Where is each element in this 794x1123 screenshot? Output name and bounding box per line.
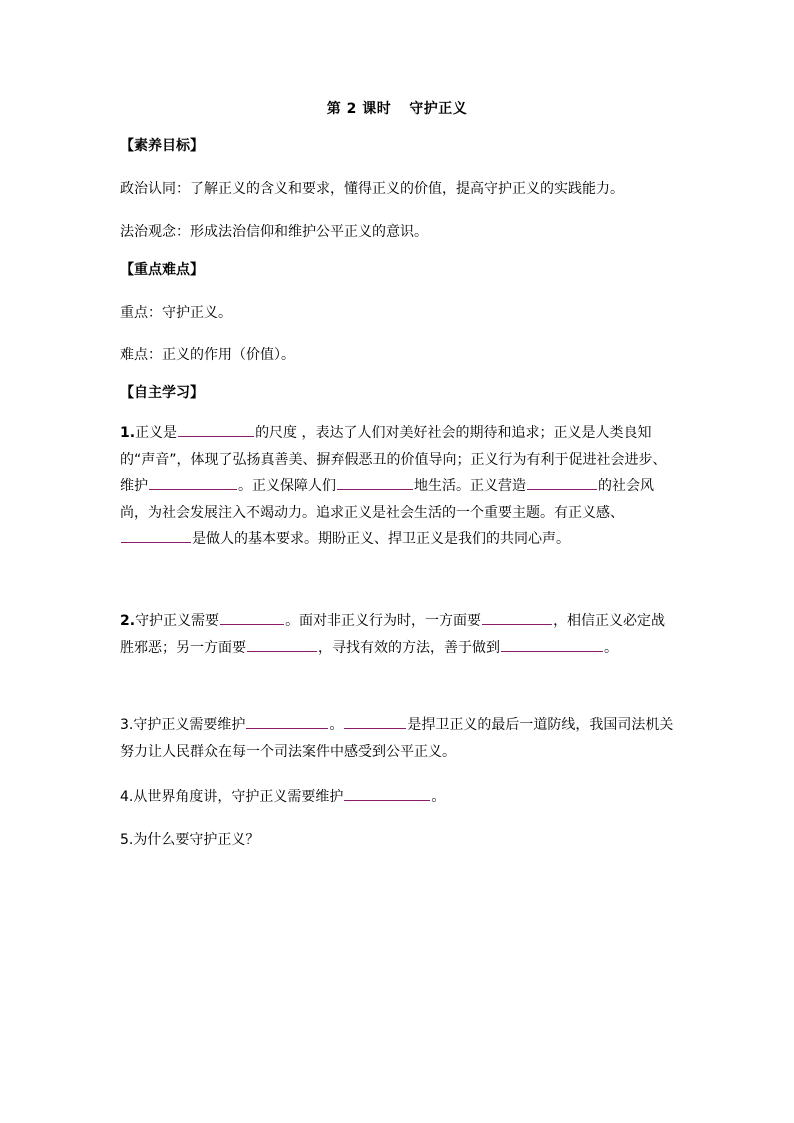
self-study-heading: 【自主学习】 bbox=[120, 385, 204, 401]
q4-blank-1[interactable] bbox=[344, 785, 430, 801]
lesson-topic: 守护正义 bbox=[409, 101, 468, 117]
q3-text: 3.守护正义需要维护 bbox=[120, 717, 246, 733]
q1-blank-1[interactable] bbox=[178, 421, 254, 437]
page-title bbox=[0, 98, 794, 118]
question-1-number: 1. bbox=[120, 425, 136, 441]
q2-text: 。面对非正义行为时，一方面要 bbox=[285, 613, 482, 629]
q2-blank-2[interactable] bbox=[482, 609, 552, 625]
q2-blank-4[interactable] bbox=[501, 636, 603, 652]
key-difficult-heading: 【重点难点】 bbox=[120, 262, 204, 278]
q2-text: ，寻找有效的方法，善于做到 bbox=[318, 639, 500, 656]
q2-text: 。 bbox=[604, 639, 618, 656]
q4-text: 。 bbox=[431, 789, 446, 805]
q2-blank-1[interactable] bbox=[220, 609, 284, 625]
lesson-number: 第 2 课时 bbox=[326, 101, 392, 117]
q1-text: 是做人的基本要求。期盼正义、捍卫正义是我们的共同心声。 bbox=[192, 531, 570, 547]
question-4 bbox=[120, 784, 680, 810]
question-1 bbox=[120, 420, 676, 553]
q1-blank-5[interactable] bbox=[121, 527, 191, 543]
q3-text: 是捍卫正义的最后一道防线，我国司法机关努力让人民群众在每一个司法案件中感受到公平正义。 bbox=[120, 717, 674, 760]
question-3 bbox=[120, 712, 676, 765]
q1-text: 的社会风尚，为社会发展注入不竭动力。追求正义是社会生活的一个重要主题。有正义感、 bbox=[120, 478, 654, 521]
q1-text: 的尺度 ，表达了人们对美好社会的期待和追求；正义是人类良知的“声音”，体现了弘扬真善美、摒弃假恶丑的价值导向；正义行为有利于促进社会进步、维护 bbox=[120, 425, 667, 494]
q1-blank-3[interactable] bbox=[337, 474, 413, 490]
q1-text: 正义是 bbox=[135, 425, 178, 441]
q2-text: 守护正义需要 bbox=[135, 613, 220, 629]
question-2 bbox=[120, 608, 676, 661]
goal-political: 政治认同：了解正义的含义和要求，懂得正义的价值，提高守护正义的实践能力。 bbox=[120, 181, 624, 197]
q3-blank-1[interactable] bbox=[246, 713, 328, 729]
question-2-number: 2. bbox=[120, 613, 136, 629]
q1-blank-2[interactable] bbox=[149, 474, 237, 490]
q1-text: 。正义保障人们 bbox=[238, 478, 336, 494]
key-point: 重点：守护正义。 bbox=[120, 305, 232, 321]
goal-legal: 法治观念：形成法治信仰和维护公平正义的意识。 bbox=[120, 224, 428, 240]
q3-blank-2[interactable] bbox=[344, 713, 406, 729]
difficult-point: 难点：正义的作用（价值）。 bbox=[120, 347, 295, 363]
q2-text: ，相信正义必定战胜邪恶；另一方面要 bbox=[120, 613, 666, 656]
q4-text: 4.从世界角度讲，守护正义需要维护 bbox=[120, 789, 344, 805]
q3-text: 。 bbox=[329, 717, 344, 733]
goals-heading: 【素养目标】 bbox=[120, 138, 204, 154]
question-5: 5.为什么要守护正义？ bbox=[120, 832, 260, 848]
q1-blank-4[interactable] bbox=[527, 474, 597, 490]
q2-blank-3[interactable] bbox=[247, 636, 317, 652]
q1-text: 地生活。正义营造 bbox=[414, 478, 526, 494]
